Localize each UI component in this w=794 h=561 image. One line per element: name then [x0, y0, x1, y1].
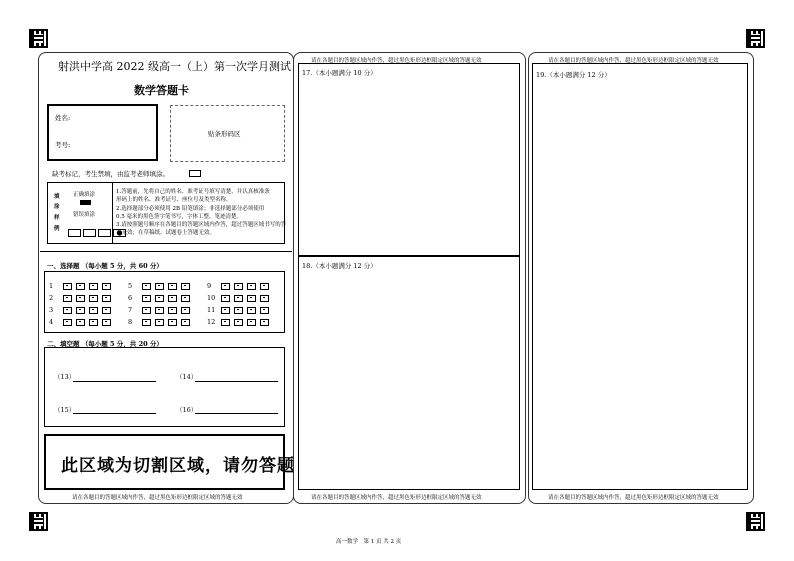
mc-option-bubble[interactable]: [102, 295, 111, 302]
mc-option-bubble[interactable]: [155, 295, 164, 302]
mc-question-row: [207, 294, 273, 302]
right-bottom-boundary-note: 请在各题目的答题区域内作答，超过黑色矩形边框限定区域的答题无效: [548, 495, 719, 501]
q17-label: 17.（本小题满分 10 分）: [302, 69, 377, 77]
page-footer: 高一数学 第 1 页 共 2 页: [336, 539, 402, 545]
mc-option-bubble[interactable]: [221, 283, 230, 290]
q18-label: 18.（本小题满分 12 分）: [302, 262, 377, 270]
mc-question-row: [128, 318, 194, 326]
blank-16-label: （16）: [176, 406, 198, 414]
blank-16-line[interactable]: [195, 413, 278, 414]
fill-example-side-1: 填: [54, 194, 60, 200]
blank-14-line[interactable]: [195, 381, 278, 382]
barcode-area-label: 贴条形码区: [208, 130, 241, 138]
separator-line: [40, 251, 292, 252]
section2-answer-box: [44, 347, 285, 427]
mc-question-row: [49, 294, 115, 302]
section1-title: 一、选择题 （每小题 5 分，共 60 分）: [47, 262, 163, 270]
mc-option-bubble[interactable]: [260, 295, 269, 302]
blank-15-label: （15）: [54, 406, 76, 414]
mc-option-bubble[interactable]: [181, 283, 190, 290]
mc-option-bubble[interactable]: [181, 307, 190, 314]
qr-code-top-right-icon: [746, 29, 765, 48]
page-title: 射洪中学高 2022 级高一（上）第一次学月测试: [58, 60, 291, 73]
mc-question-row: [207, 306, 273, 314]
mc-question-number: 6: [128, 294, 133, 302]
mc-option-bubble[interactable]: [260, 307, 269, 314]
mc-question-row: [207, 282, 273, 290]
mc-question-row: [207, 318, 273, 326]
mc-option-bubble[interactable]: [168, 295, 177, 302]
fill-example-side-3: 样: [54, 215, 60, 221]
mc-option-bubble[interactable]: [168, 319, 177, 326]
mc-option-bubble[interactable]: [142, 307, 151, 314]
mc-option-bubble[interactable]: [102, 307, 111, 314]
wrong-check-icon: [68, 229, 81, 237]
section2-title: 二、填空题 （每小题 5 分，共 20 分）: [47, 340, 163, 348]
mc-option-bubble[interactable]: [76, 319, 85, 326]
mc-question-row: [128, 294, 194, 302]
middle-top-boundary-note: 请在各题目的答题区域内作答，超过黑色矩形边框限定区域的答题无效: [311, 58, 482, 64]
mc-option-bubble[interactable]: [247, 307, 256, 314]
mc-option-bubble[interactable]: [168, 307, 177, 314]
cut-zone-text: 此区域为切割区域，请勿答题: [61, 456, 295, 476]
mc-option-bubble[interactable]: [260, 283, 269, 290]
q18-answer-area[interactable]: [298, 256, 520, 490]
mc-option-bubble[interactable]: [76, 295, 85, 302]
blank-13-label: （13）: [54, 373, 76, 381]
mc-option-bubble[interactable]: [155, 307, 164, 314]
mc-option-bubble[interactable]: [247, 283, 256, 290]
middle-bottom-boundary-note: 请在各题目的答题区域内作答，超过黑色矩形边框限定区域的答题无效: [311, 495, 482, 501]
mc-option-bubble[interactable]: [234, 307, 243, 314]
mc-option-bubble[interactable]: [260, 319, 269, 326]
instruction-line-2: 形码上的姓名、准考证号、座位号及类型名称。: [116, 197, 232, 203]
fill-example-side-2: 涂: [54, 204, 60, 210]
wrong-cross-icon: [83, 229, 96, 237]
absent-mark-box[interactable]: [189, 170, 201, 177]
mc-option-bubble[interactable]: [155, 283, 164, 290]
mc-option-bubble[interactable]: [102, 283, 111, 290]
mc-option-bubble[interactable]: [247, 319, 256, 326]
instruction-line-5: 3.请按照题号顺序在各题目的答题区域内作答，超过答题区域书写的答: [116, 222, 287, 228]
absent-note: 缺考标记，考生禁填，由监考老师填涂。: [52, 170, 169, 178]
mc-question-number: 9: [207, 282, 212, 290]
mc-option-bubble[interactable]: [221, 307, 230, 314]
mc-question-row: [128, 282, 194, 290]
mc-question-number: 8: [128, 318, 133, 326]
mc-question-number: 11: [207, 306, 216, 314]
mc-option-bubble[interactable]: [247, 295, 256, 302]
mc-question-row: [49, 306, 115, 314]
instruction-line-4: 0.5 毫米的黑色签字笔书写，字体工整，笔迹清楚。: [116, 214, 242, 220]
mc-option-bubble[interactable]: [142, 295, 151, 302]
instruction-line-1: 1.答题前，先将自己的姓名、准考证号填写清楚，并认真核准条: [116, 189, 270, 195]
mc-option-bubble[interactable]: [181, 295, 190, 302]
mc-question-row: [49, 282, 115, 290]
mc-option-bubble[interactable]: [63, 295, 72, 302]
fill-example-side-4: 例: [54, 226, 60, 232]
correct-fill-sample-icon: [80, 200, 91, 205]
mc-question-number: 5: [128, 282, 133, 290]
qr-code-top-left-icon: [29, 29, 48, 48]
mc-option-bubble[interactable]: [234, 283, 243, 290]
mc-question-number: 12: [207, 318, 216, 326]
mc-option-bubble[interactable]: [181, 319, 190, 326]
qr-code-bottom-right-icon: [746, 512, 765, 531]
mc-question-number: 3: [49, 306, 54, 314]
right-top-boundary-note: 请在各题目的答题区域内作答，超过黑色矩形边框限定区域的答题无效: [548, 58, 719, 64]
mc-option-bubble[interactable]: [76, 283, 85, 290]
mc-question-number: 4: [49, 318, 54, 326]
mc-option-bubble[interactable]: [89, 307, 98, 314]
mc-option-bubble[interactable]: [234, 295, 243, 302]
instruction-line-3: 2.选择题部分必须使用 2B 铅笔填涂；非选择题部分必须使用: [116, 206, 265, 212]
mc-question-row: [128, 306, 194, 314]
mc-question-number: 7: [128, 306, 133, 314]
page-subtitle: 数学答题卡: [134, 84, 189, 97]
wrong-fill-label: 错误填涂: [73, 212, 96, 218]
mc-option-bubble[interactable]: [102, 319, 111, 326]
mc-option-bubble[interactable]: [155, 319, 164, 326]
blank-15-line[interactable]: [73, 413, 156, 414]
qr-code-bottom-left-icon: [29, 512, 48, 531]
mc-question-number: 1: [49, 282, 54, 290]
mc-option-bubble[interactable]: [234, 319, 243, 326]
mc-question-number: 10: [207, 294, 216, 302]
mc-option-bubble[interactable]: [142, 283, 151, 290]
mc-option-bubble[interactable]: [63, 307, 72, 314]
q17-answer-area[interactable]: [298, 63, 520, 256]
name-label[interactable]: 姓名:: [55, 114, 71, 122]
blank-14-label: （14）: [176, 373, 198, 381]
left-boundary-note: 请在各题目的答题区域内作答，超过黑色矩形边框限定区域的答题无效: [72, 495, 243, 501]
blank-13-line[interactable]: [73, 381, 156, 382]
wrong-slash-icon: [98, 229, 111, 237]
mc-option-bubble[interactable]: [89, 319, 98, 326]
mc-option-bubble[interactable]: [63, 283, 72, 290]
mc-option-bubble[interactable]: [76, 307, 85, 314]
mc-option-bubble[interactable]: [221, 319, 230, 326]
mc-option-bubble[interactable]: [63, 319, 72, 326]
mc-option-bubble[interactable]: [89, 283, 98, 290]
q19-answer-area[interactable]: [532, 63, 748, 490]
mc-option-bubble[interactable]: [221, 295, 230, 302]
mc-option-bubble[interactable]: [168, 283, 177, 290]
mc-question-number: 2: [49, 294, 54, 302]
correct-fill-label: 正确填涂: [73, 192, 96, 198]
mc-option-bubble[interactable]: [142, 319, 151, 326]
instruction-line-6: 案无效；在草稿纸、试题卷上答题无效。: [116, 230, 216, 236]
mc-option-bubble[interactable]: [89, 295, 98, 302]
mc-question-row: [49, 318, 115, 326]
exam-no-label[interactable]: 考号:: [55, 141, 71, 149]
q19-label: 19.（本小题满分 12 分）: [536, 71, 611, 79]
